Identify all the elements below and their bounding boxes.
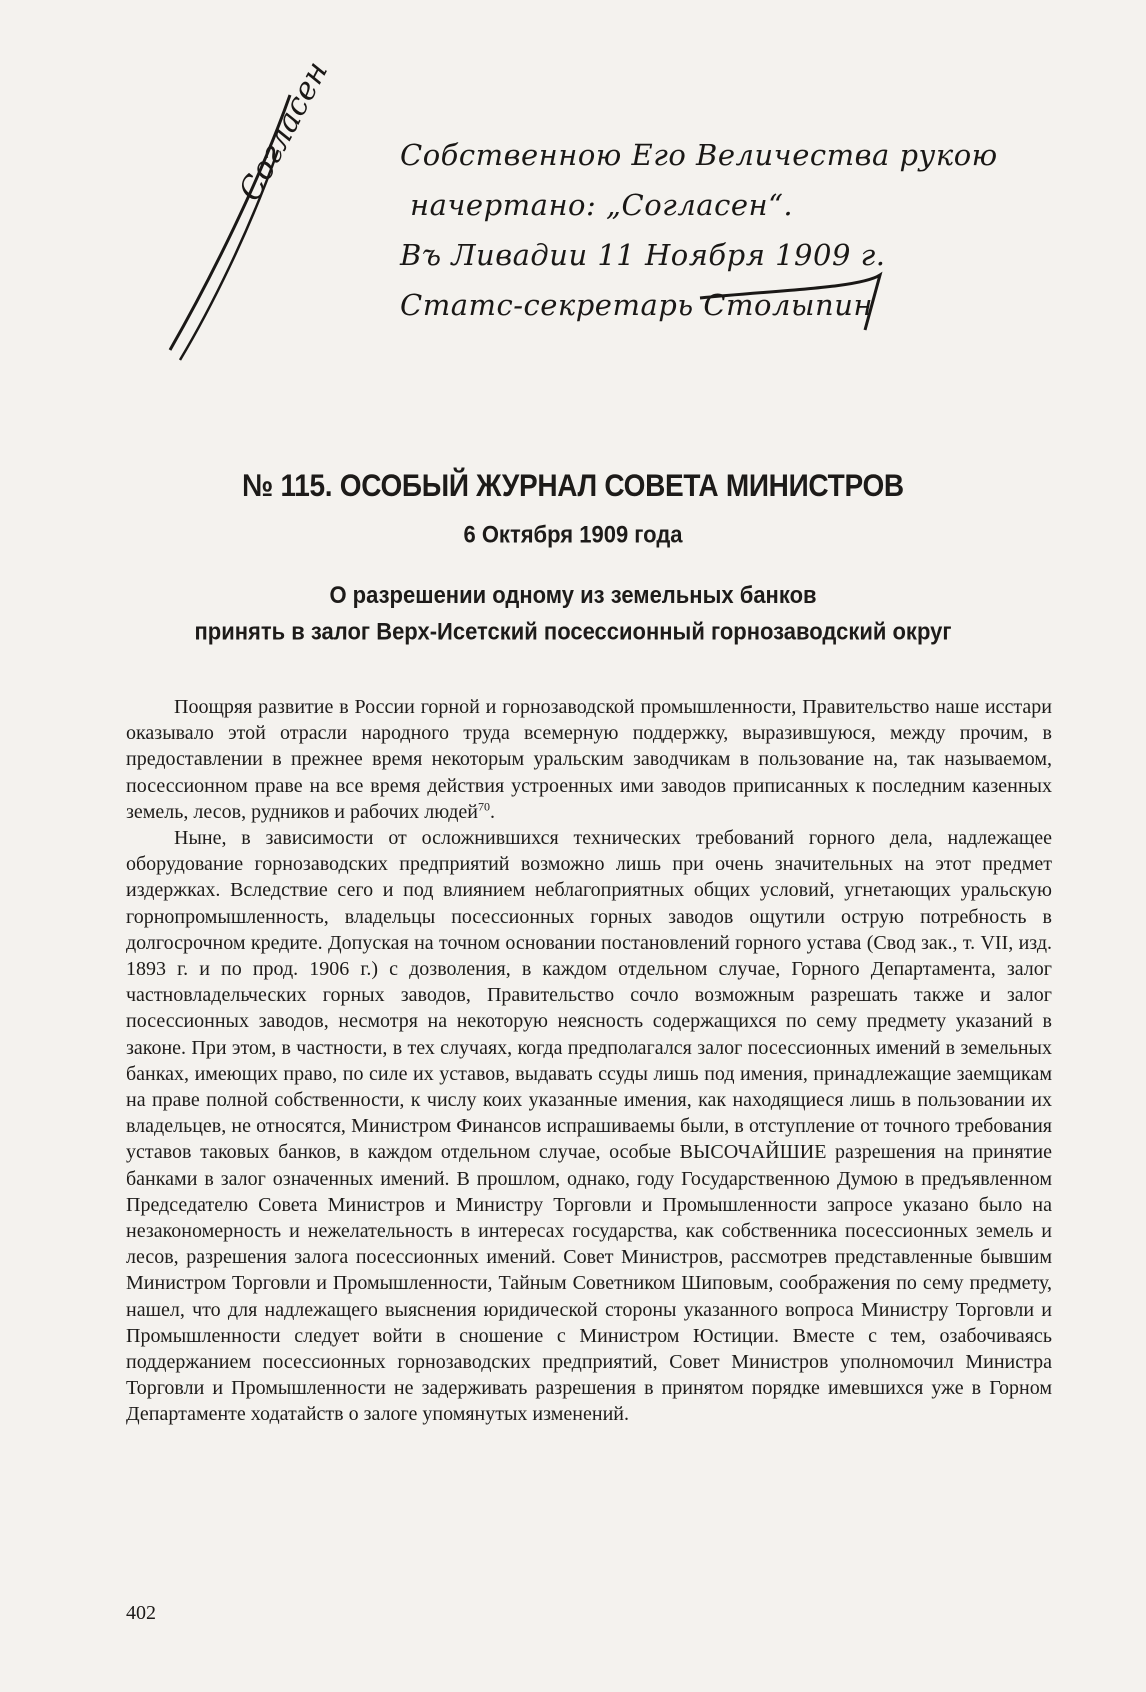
subtitle-line: О разрешении одному из земельных банков [329, 581, 817, 609]
page-number: 402 [126, 1602, 156, 1624]
handwritten-line: Въ Ливадии 11 Ноября 1909 г. [400, 238, 886, 272]
paragraph-end: . [489, 800, 495, 823]
document-title: № 115. ОСОБЫЙ ЖУРНАЛ СОВЕТА МИНИСТРОВ [242, 468, 904, 503]
subtitle-line: принять в залог Верх-Исетский посессионный горнозаводский округ [194, 617, 952, 645]
document-body [126, 694, 1052, 1428]
handwritten-notation [400, 130, 1020, 330]
handwritten-resolution [140, 55, 1020, 390]
handwritten-signature-line: Статс-секретарь Столыпин [400, 288, 874, 322]
document-date: 6 Октября 1909 года [463, 520, 683, 549]
paragraph: Ныне, в зависимости от осложнившихся технических требований горного дела, надлежащее оборудование горнозаводских предприятий возможно лишь при очень значительных на этот предмет издержках. Вследствие сего и под влиянием неблагоприятных общих условий, угнетающих уральскую горнопромышленность, владельцы посессионных горных заводов ощутили острую потребность в долгосрочном кредите. Допуская на точном основании постановлений горного устава (Свод зак., т. VII, изд. 1893 г. и по прод. 1906 г.) с дозволения, в каждом отдельном случае, Горного Департамента, залог частновладельческих горных заводов, Правительство сочло возможным разрешать также и залог посессионных заводов, несмотря на некоторую неясность содержащихся по сему предмету указаний в законе. При этом, в частности, в тех случаях, когда предполагался залог посессионных имений в земельных банках, имеющих право, по силе их уставов, выдавать ссуды лишь под имения, принадлежащие заемщикам на праве полной собственности, к числу коих указанные имения, как находящиеся лишь в пользовании их владельцев, не относятся, Министром Финансов испрашиваемы были, в отступление от точного требования уставов таковых банков, в каждом отдельном случае, особые ВЫСОЧАЙШИЕ разрешения на принятие банками в залог означенных имений. В прошлом, однако, году Государственною Думою в предъявленном Председателю Совета Министров и Министру Торговли и Промышленности запросе указано было на незакономерность и нежелательность в интересах государства, как собственника посессионных земель и лесов, разрешения залога посессионных имений. Совет Министров, рассмотрев представленные бывшим Министром Торговли и Промышленности, Тайным Советником Шиповым, соображения по сему предмету, нашел, что для надлежащего выяснения юридической стороны указанного вопроса Министру Торговли и Промышленности следует войти в сношение с Министром Юстиции. Вместе с тем, озабочиваясь поддержанием посессионных горнозаводских предприятий, Совет Министров уполномочил Министра Торговли и Промышленности не задерживать разрешения в принятом порядке имевшихся уже в Горном Департаменте ходатайств о залоге упомянутых изменений. [126, 827, 1052, 1426]
handwritten-line: начертано: „Согласен“. [410, 188, 794, 222]
paragraph [126, 694, 1052, 825]
document-subtitle [0, 577, 1146, 650]
footnote-reference: 70 [477, 799, 490, 814]
paragraph-text: Поощряя развитие в России горной и горнозаводской промышленности, Правительство наше исстари оказывало этой отрасли народного труда всемерную поддержку, выразившуюся, между прочим, в предоставлении в прежнее время некоторым уральским заводчикам в пользование на, так называемом, посессионном праве на все время действия устроенных ими заводов приписанных к последним казенных земель, лесов, рудников и рабочих людей [126, 696, 1052, 823]
handwritten-line: Собственною Его Величества рукою [400, 138, 998, 172]
margin-note-handwritten: Согласен [232, 55, 336, 207]
